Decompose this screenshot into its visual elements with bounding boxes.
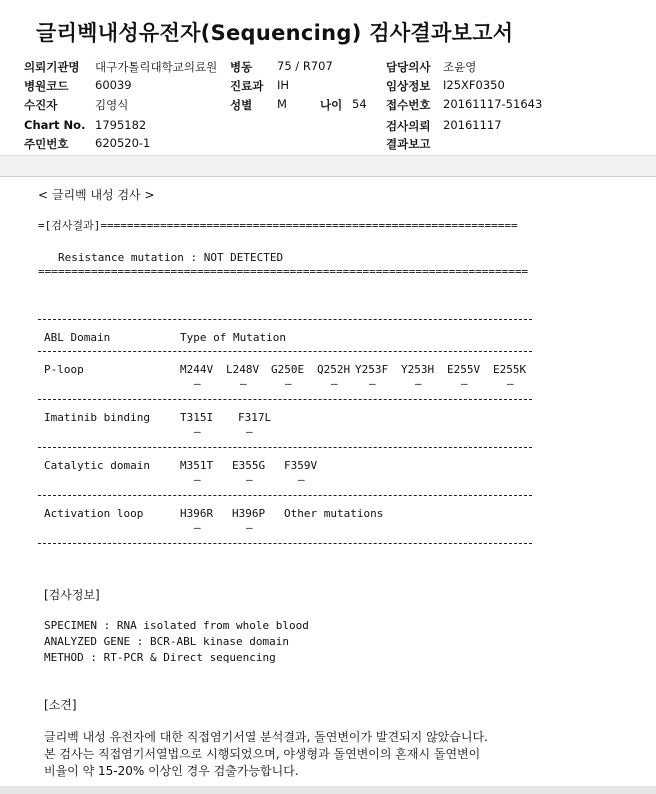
table-head-type: Type of Mutation	[180, 331, 286, 344]
chart-value: 1795182	[95, 118, 147, 132]
dept-value: IH	[277, 78, 290, 92]
row-rule	[38, 495, 532, 496]
age-label: 나이	[320, 98, 343, 112]
mutation-label: E255V	[447, 363, 481, 376]
negative-mark: –	[194, 473, 201, 486]
doctor-value: 조윤영	[443, 60, 477, 74]
row-domain-catalytic: Catalytic domain	[44, 459, 150, 472]
table-head-domain: ABL Domain	[44, 331, 111, 344]
mutation-label: Other mutations	[284, 507, 384, 520]
test-date-label: 검사의뢰	[386, 119, 431, 133]
gene-line: ANALYZED GENE : BCR-ABL kinase domain	[44, 635, 290, 648]
row-domain-imatinib: Imatinib binding	[44, 411, 150, 424]
mutation-label: H396P	[232, 507, 266, 520]
header-separator	[0, 155, 656, 176]
negative-mark: –	[461, 377, 468, 390]
row-domain-ploop: P-loop	[44, 363, 84, 376]
result-header: =[검사결과]	[38, 219, 101, 232]
sex-value: M	[277, 97, 287, 111]
mutation-label: Y253H	[401, 363, 435, 376]
mutation-label: T315I	[180, 411, 214, 424]
table-head-rule	[38, 351, 532, 352]
ward-value: 75 / R707	[277, 59, 333, 73]
dept-label: 진료과	[230, 79, 264, 93]
report-label: 결과보고	[386, 137, 431, 151]
header-info	[0, 55, 656, 155]
hospital-code-label: 병원코드	[24, 79, 69, 93]
mutation-label: M351T	[180, 459, 214, 472]
opinion-header: [소견]	[44, 698, 77, 712]
negative-mark: –	[369, 377, 376, 390]
resistance-result: Resistance mutation : NOT DETECTED	[58, 251, 284, 264]
mutation-label: Y253F	[355, 363, 389, 376]
rrn-label: 주민번호	[24, 137, 69, 151]
test-date-value: 20161117	[443, 118, 502, 132]
bottom-bar	[0, 786, 656, 794]
clinical-value: I25XF0350	[443, 78, 505, 92]
row-rule	[38, 399, 532, 400]
negative-mark: –	[194, 377, 201, 390]
opinion-line-1: 글리벡 내성 유전자에 대한 직접염기서열 분석결과, 돌연변이가 발견되지 않았습니다.	[44, 730, 488, 744]
receipt-label: 접수번호	[386, 98, 431, 112]
specimen-line: SPECIMEN : RNA isolated from whole blood	[44, 619, 309, 632]
clinical-label: 임상정보	[386, 79, 431, 93]
equals-divider: ==========================================================================	[38, 265, 529, 278]
negative-mark: –	[246, 473, 253, 486]
institution-value: 대구가톨릭대학교의료원	[95, 60, 218, 74]
receipt-value: 20161117-51643	[443, 97, 543, 111]
negative-mark: –	[194, 521, 201, 534]
mutation-label: E255K	[493, 363, 527, 376]
info-header: [검사정보]	[44, 588, 100, 602]
sex-label: 성별	[230, 98, 253, 112]
patient-value: 김영식	[95, 98, 129, 112]
row-rule	[38, 447, 532, 448]
negative-mark: –	[240, 377, 247, 390]
table-bottom-rule	[38, 543, 532, 544]
negative-mark: –	[331, 377, 338, 390]
negative-mark: –	[415, 377, 422, 390]
mutation-label: Q252H	[317, 363, 351, 376]
mutation-label: F359V	[284, 459, 318, 472]
mutation-label: F317L	[238, 411, 272, 424]
negative-mark: –	[246, 425, 253, 438]
table-top-rule	[38, 319, 532, 320]
mutation-label: E355G	[232, 459, 266, 472]
doctor-label: 담당의사	[386, 60, 431, 74]
section-title: < 글리벡 내성 검사 >	[38, 188, 155, 202]
age-value: 54	[352, 97, 367, 111]
negative-mark: –	[285, 377, 292, 390]
method-line: METHOD : RT-PCR & Direct sequencing	[44, 651, 276, 664]
opinion-line-2: 본 검사는 직접염기서열법으로 시행되었으며, 야생형과 돌연변이의 혼재시 돌연변이	[44, 747, 481, 761]
negative-mark: –	[246, 521, 253, 534]
negative-mark: –	[507, 377, 514, 390]
mutation-label: H396R	[180, 507, 214, 520]
row-domain-activation: Activation loop	[44, 507, 144, 520]
negative-mark: –	[298, 473, 305, 486]
hospital-code-value: 60039	[95, 78, 132, 92]
institution-label: 의뢰기관명	[24, 60, 80, 74]
report-body	[0, 176, 656, 787]
ward-label: 병동	[230, 60, 253, 74]
mutation-label: M244V	[180, 363, 214, 376]
report-title: 글리벡내성유전자(Sequencing) 검사결과보고서	[36, 21, 514, 45]
negative-mark: –	[194, 425, 201, 438]
result-header-line: =[검사결과]===============================================================	[38, 219, 518, 232]
chart-label: Chart No.	[24, 118, 86, 132]
opinion-line-3: 비율이 약 15-20% 이상인 경우 검출가능합니다.	[44, 764, 299, 778]
mutation-label: G250E	[271, 363, 305, 376]
rrn-value: 620520-1	[95, 136, 151, 150]
mutation-label: L248V	[226, 363, 260, 376]
patient-label: 수진자	[24, 98, 58, 112]
